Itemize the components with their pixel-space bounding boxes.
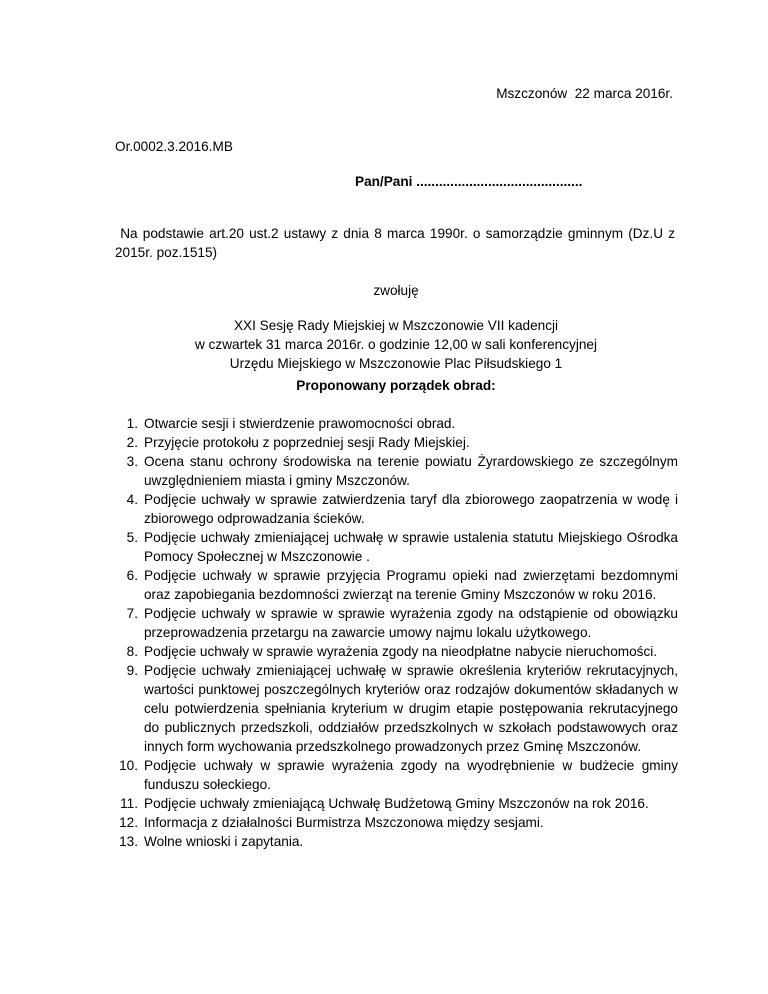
agenda-item-number: 5. — [126, 530, 138, 545]
agenda-item-number: 7. — [126, 606, 138, 621]
agenda-item-text: Podjęcie uchwały w sprawie w sprawie wyrażenia zgody na odstąpienie od obowiązku przeprowadzenia przetargu na zawarcie umowy najmu lokalu użytkowego. — [144, 606, 678, 640]
agenda-item-number: 10. — [119, 758, 138, 773]
agenda-item — [112, 566, 678, 604]
agenda-item — [112, 490, 678, 528]
agenda-item — [112, 756, 678, 794]
agenda-item-text: Podjęcie uchwały zmieniającą Uchwałę Budżetową Gminy Mszczonów na rok 2016. — [144, 796, 649, 811]
addressee: Pan/Pani ............................................ — [355, 174, 583, 189]
agenda-item — [112, 414, 678, 433]
legal-basis: Na podstawie art.20 ust.2 ustawy z dnia 8 marca 1990r. o samorządzie gminnym (Dz.U z 2015r. poz.1515) — [115, 226, 679, 260]
agenda-item-number: 6. — [126, 568, 138, 583]
agenda-item — [112, 661, 678, 756]
agenda-item-text: Podjęcie uchwały w sprawie wyrażenia zgody na nieodpłatne nabycie nieruchomości. — [144, 644, 658, 659]
agenda-item — [112, 452, 678, 490]
agenda-item — [112, 794, 678, 813]
agenda-item — [112, 642, 678, 661]
agenda-item-text: Wolne wnioski i zapytania. — [144, 834, 304, 849]
agenda-item-text: Informacja z działalności Burmistrza Mszczonowa między sesjami. — [144, 815, 544, 830]
agenda-item-number: 4. — [126, 492, 138, 507]
agenda-item-number: 8. — [126, 644, 138, 659]
reference-number: Or.0002.3.2016.MB — [115, 139, 233, 154]
session-line: Urzędu Miejskiego w Mszczonowie Plac Piłsudskiego 1 — [229, 356, 563, 371]
agenda-item-text: Podjęcie uchwały w sprawie przyjęcia Programu opieki nad zwierzętami bezdomnymi oraz zapobiegania bezdomności zwierząt na terenie Gminy Mszczonów w roku 2016. — [144, 568, 678, 602]
agenda-item-text: Podjęcie uchwały zmieniającej uchwałę w sprawie określenia kryteriów rekrutacyjnych, wartości punktowej poszczególnych kryteriów oraz rodzajów dokumentów składanych w celu potwierdzenia spełniania kryterium w drugim etapie postępowania rekrutacyjnego do publicznych przedszkoli, oddziałów przedszkolnych w szkołach podstawowych oraz innych form wychowania przedszkolnego prowadzonych przez Gminę Mszczonów. — [144, 663, 678, 754]
agenda-item-number: 12. — [119, 815, 138, 830]
agenda-title: Proponowany porządek obrad: — [296, 378, 496, 393]
place-date: Mszczonów 22 marca 2016r. — [496, 86, 673, 101]
convene-word: zwołuję — [373, 283, 419, 298]
agenda-item-text: Ocena stanu ochrony środowiska na terenie powiatu Żyrardowskiego ze szczególnym uwzględnieniem miasta i gminy Mszczonów. — [144, 454, 678, 488]
agenda-item-number: 3. — [126, 454, 138, 469]
agenda-item-number: 1. — [126, 416, 138, 431]
agenda-item-text: Przyjęcie protokołu z poprzedniej sesji Rady Miejskiej. — [144, 435, 470, 450]
agenda-item-number: 13. — [119, 834, 138, 849]
session-details — [115, 316, 677, 373]
session-line: XXI Sesję Rady Miejskiej w Mszczonowie VII kadencji — [233, 318, 559, 333]
agenda-item — [112, 832, 678, 851]
agenda-item — [112, 813, 678, 832]
agenda-item-number: 11. — [120, 796, 138, 811]
agenda-item-number: 9. — [126, 663, 138, 678]
agenda-item — [112, 528, 678, 566]
agenda-item — [112, 604, 678, 642]
agenda-item-number: 2. — [126, 435, 138, 450]
agenda-list — [112, 414, 678, 851]
agenda-item-text: Podjęcie uchwały w sprawie zatwierdzenia taryf dla zbiorowego zaopatrzenia w wodę i zbiorowego odprowadzania ścieków. — [144, 492, 678, 526]
agenda-item-text: Podjęcie uchwały w sprawie wyrażenia zgody na wyodrębnienie w budżecie gminy funduszu sołeckiego. — [144, 758, 678, 792]
agenda-item-text: Podjęcie uchwały zmieniającej uchwałę w sprawie ustalenia statutu Miejskiego Ośrodka Pomocy Społecznej w Mszczonowie . — [144, 530, 678, 564]
agenda-item-text: Otwarcie sesji i stwierdzenie prawomocności obrad. — [144, 416, 456, 431]
session-line: w czwartek 31 marca 2016r. o godzinie 12,00 w sali konferencyjnej — [195, 337, 597, 352]
agenda-item — [112, 433, 678, 452]
